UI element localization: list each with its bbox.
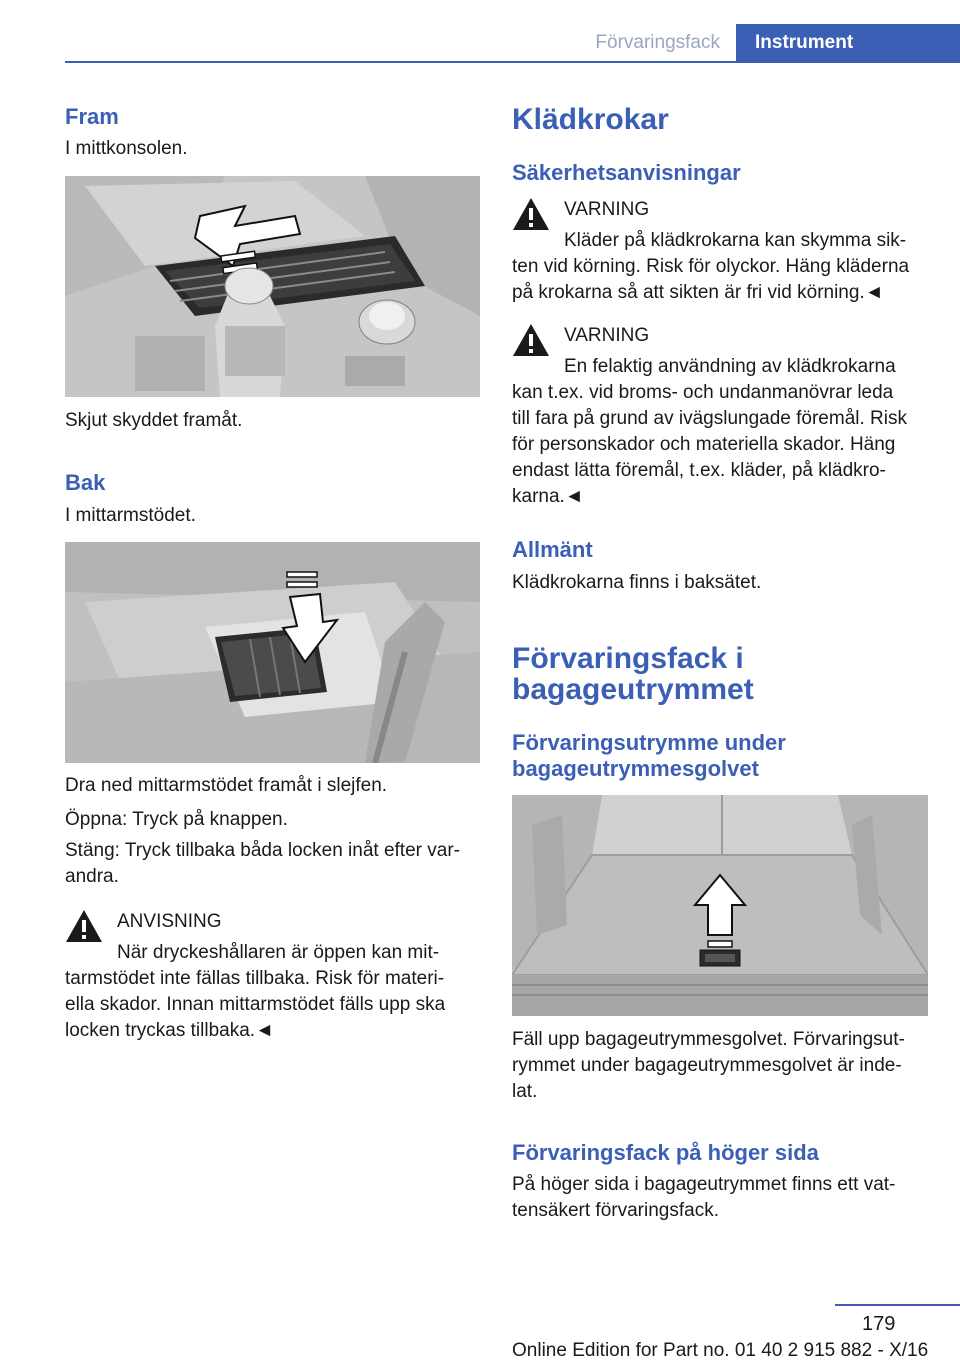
- heading-hoger-sida: Förvaringsfack på höger sida: [512, 1140, 819, 1165]
- heading-under-line2: bagageutrymmesgolvet: [512, 756, 759, 781]
- warning-2-line3: till fara på grund av ivägslungade föremål. Risk: [512, 408, 907, 429]
- under-p-line3: lat.: [512, 1081, 538, 1102]
- warning-triangle-icon: [512, 323, 550, 357]
- header-rule: [65, 61, 960, 63]
- under-p-line2: rymmet under bagageutrymmesgolvet är inde-: [512, 1055, 902, 1076]
- heading-fram: Fram: [65, 104, 119, 129]
- heading-under-line1: Förvaringsutrymme under: [512, 730, 786, 755]
- heading-forvaringsfack-line2: bagageutrymmet: [512, 673, 754, 706]
- footer-edition-text: Online Edition for Part no. 01 40 2 915 882 - X/16: [512, 1340, 929, 1361]
- note-line1: När dryckeshållaren är öppen kan mit-: [117, 942, 440, 963]
- heading-allmant: Allmänt: [512, 537, 593, 562]
- hoger-p-line2: tensäkert förvaringsfack.: [512, 1200, 719, 1221]
- warning-triangle-icon: [512, 197, 550, 231]
- footer-rule: [835, 1304, 960, 1306]
- heading-forvaringsfack-line1: Förvaringsfack i: [512, 642, 744, 675]
- warning-2-line6: karna.◄: [512, 486, 584, 507]
- fram-caption: Skjut skyddet framåt.: [65, 410, 243, 431]
- warning-1: [512, 197, 932, 307]
- allmant-text: Klädkrokarna finns i baksätet.: [512, 572, 762, 593]
- warning-1-line1: Kläder på klädkrokarna kan skymma sik-: [564, 230, 907, 251]
- armrest-image: [65, 542, 480, 763]
- warning-2-line1: En felaktig användning av klädkrokarna: [564, 356, 896, 377]
- center-console-image: [65, 176, 480, 397]
- warning-1-line2: ten vid körning. Risk för olyckor. Häng kläderna: [512, 256, 910, 277]
- note-line2: tarmstödet inte fällas tillbaka. Risk för materi-: [65, 968, 445, 989]
- header-chapter-tab[interactable]: Instrument: [736, 24, 960, 61]
- hoger-p-line1: På höger sida i bagageutrymmet finns ett vat-: [512, 1174, 896, 1195]
- warning-2: [512, 323, 932, 513]
- warning-2-line2: kan t.ex. vid broms- och undanmanövrar leda: [512, 382, 894, 403]
- warning-1-line3: på krokarna så att sikten är fri vid körning.◄: [512, 282, 884, 303]
- bak-p3-line2: andra.: [65, 866, 119, 887]
- page-number: 179: [862, 1313, 896, 1335]
- note-anvisning: [65, 909, 480, 1039]
- heading-sakerhet: Säkerhetsanvisningar: [512, 160, 741, 185]
- warning-2-line4: för personskador och materiella skador. Häng: [512, 434, 896, 455]
- warning-2-title: VARNING: [564, 325, 650, 346]
- warning-1-title: VARNING: [564, 199, 650, 220]
- under-p-line1: Fäll upp bagageutrymmesgolvet. Förvaringsut-: [512, 1029, 905, 1050]
- fram-text: I mittkonsolen.: [65, 138, 188, 159]
- heading-kladkrokar: Klädkrokar: [512, 103, 669, 136]
- warning-triangle-icon: [65, 909, 103, 943]
- bak-text: I mittarmstödet.: [65, 505, 196, 526]
- note-line4: locken tryckas tillbaka.◄: [65, 1020, 274, 1041]
- bak-p3-line1: Stäng: Tryck tillbaka båda locken inåt efter var-: [65, 840, 460, 861]
- note-title: ANVISNING: [117, 911, 222, 932]
- note-line3: ella skador. Innan mittarmstödet fälls upp ska: [65, 994, 446, 1015]
- bak-p1: Dra ned mittarmstödet framåt i slejfen.: [65, 775, 388, 796]
- warning-2-line5: endast lätta föremål, t.ex. kläder, på klädkro-: [512, 460, 886, 481]
- cargo-floor-image: [512, 795, 928, 1016]
- bak-p2: Öppna: Tryck på knappen.: [65, 809, 288, 830]
- header-section-title: Förvaringsfack: [595, 32, 720, 53]
- heading-bak: Bak: [65, 470, 106, 495]
